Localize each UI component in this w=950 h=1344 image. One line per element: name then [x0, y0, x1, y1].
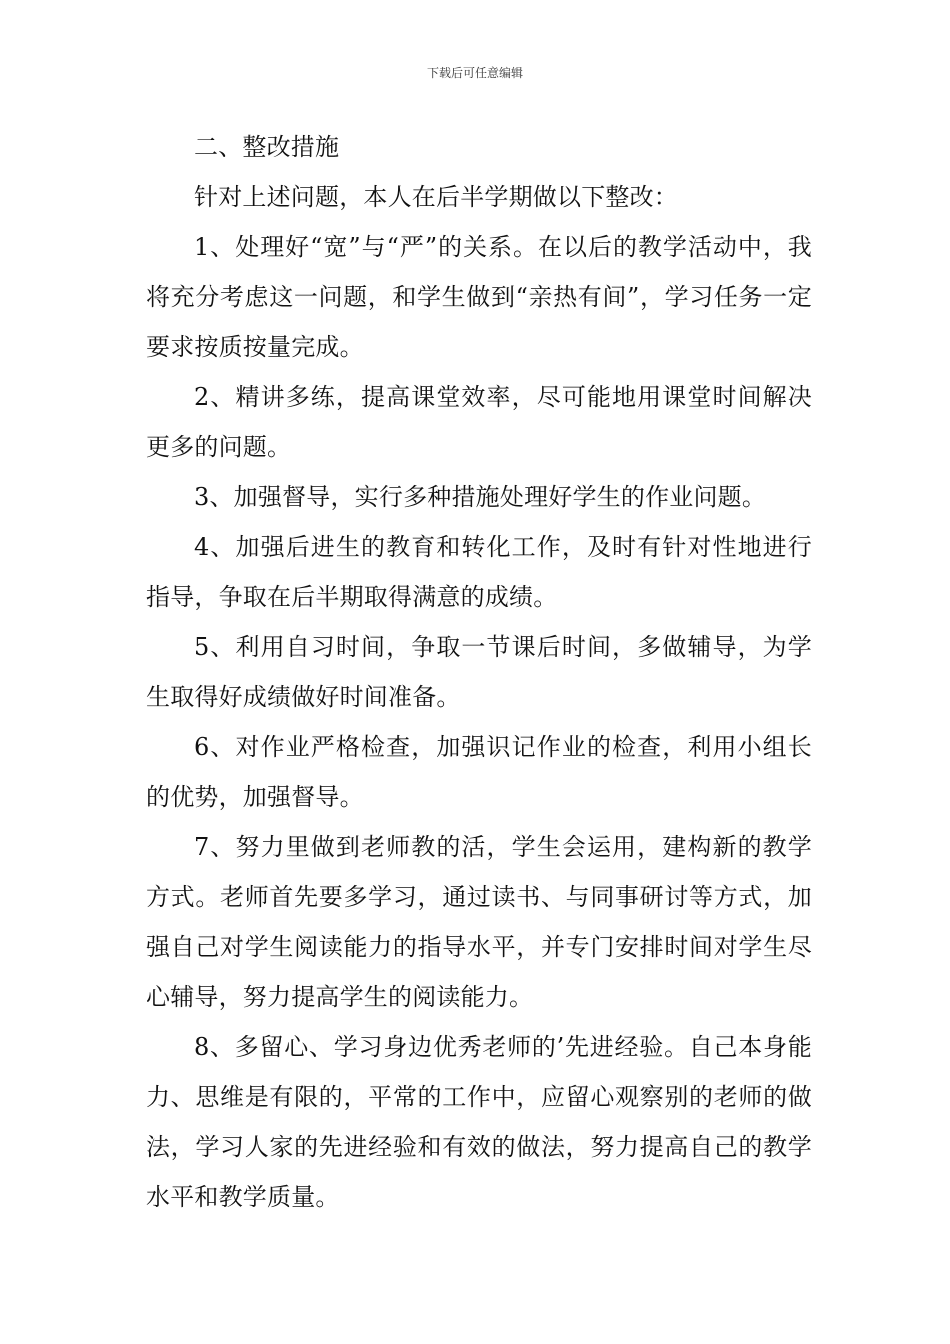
page-header: 下载后可任意编辑 [426, 66, 523, 80]
document-body [146, 122, 812, 1222]
paragraph-item-4: 4、加强后进生的教育和转化工作，及时有针对性地进行指导，争取在后半期取得满意的成绩。 [146, 533, 812, 611]
paragraph-item-2: 2、精讲多练，提高课堂效率，尽可能地用课堂时间解决更多的问题。 [146, 383, 812, 461]
paragraph-item-3: 3、加强督导，实行多种措施处理好学生的作业问题。 [194, 483, 767, 511]
paragraph-intro: 针对上述问题，本人在后半学期做以下整改： [194, 183, 678, 211]
paragraph-item-8: 8、多留心、学习身边优秀老师的’先进经验。自己本身能力、思维是有限的，平常的工作中，应留心观察别的老师的做法，学习人家的先进经验和有效的做法，努力提高自己的教学水平和教学质量。 [146, 1033, 812, 1211]
paragraph-item-6: 6、对作业严格检查，加强识记作业的检查，利用小组长的优势，加强督导。 [146, 733, 812, 811]
paragraph-item-5: 5、利用自习时间，争取一节课后时间，多做辅导，为学生取得好成绩做好时间准备。 [146, 633, 812, 711]
section-heading: 二、整改措施 [194, 133, 340, 161]
paragraph-item-1: 1、处理好“宽”与“严”的关系。在以后的教学活动中，我将充分考虑这一问题，和学生做到“亲热有间”，学习任务一定要求按质按量完成。 [146, 233, 812, 361]
paragraph-item-7: 7、努力里做到老师教的活，学生会运用，建构新的教学方式。老师首先要多学习，通过读书、与同事研讨等方式，加强自己对学生阅读能力的指导水平，并专门安排时间对学生尽心辅导，努力提高学生的阅读能力。 [146, 833, 812, 1011]
